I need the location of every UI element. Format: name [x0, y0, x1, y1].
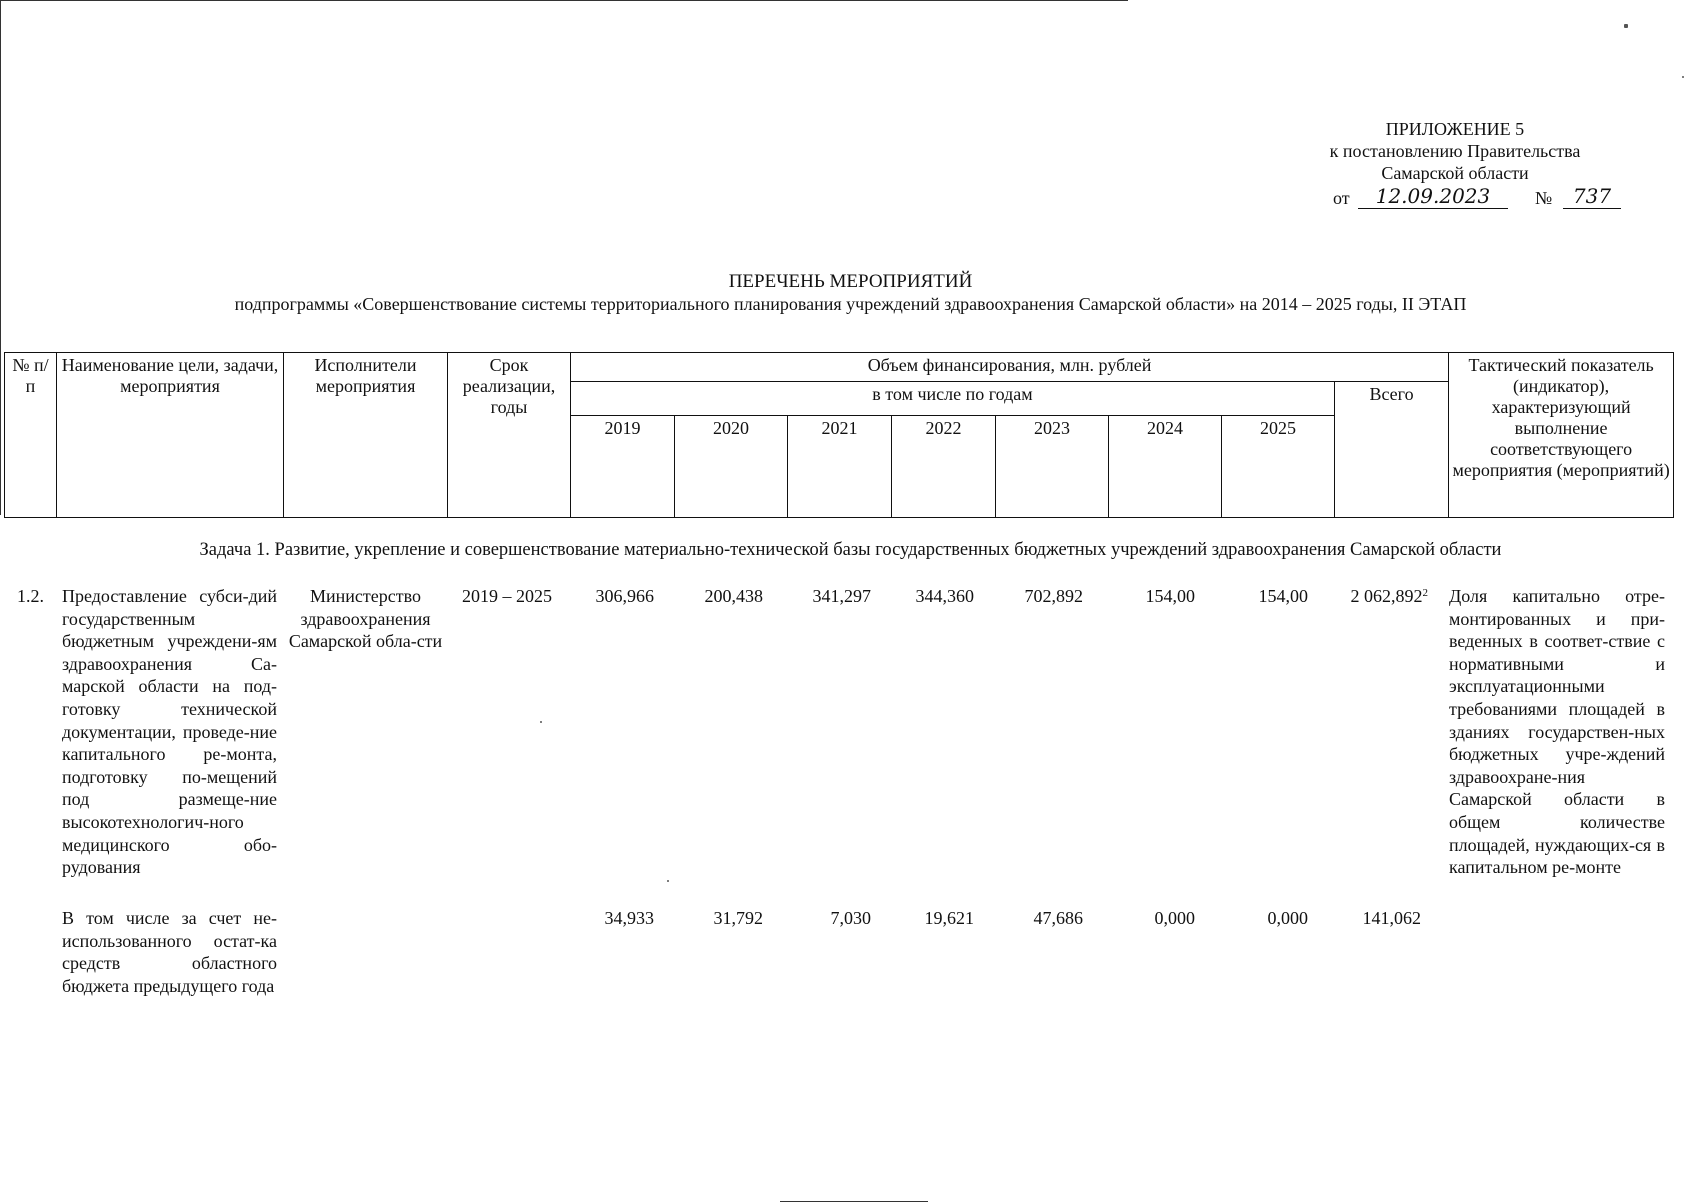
row-total-value: 2 062,892 — [1350, 586, 1423, 606]
row-term: 2019 – 2025 — [462, 586, 552, 606]
row-value-2025: 154,00 — [1258, 586, 1308, 606]
row-total-footnote: 2 — [1422, 587, 1428, 599]
subrow-name: В том числе за счет не-использованного остат-ка средств областного бюджета предыдущего года — [62, 908, 277, 996]
header-year-2020: 2020 — [675, 416, 788, 518]
row-value-2021: 341,297 — [812, 586, 871, 606]
header-year-2023: 2023 — [996, 416, 1109, 518]
subrow-value-2022: 19,621 — [924, 908, 974, 928]
header-total: Всего — [1335, 382, 1449, 518]
header-year-2022: 2022 — [892, 416, 996, 518]
header-indicator: Тактический показатель (индикатор), характеризующий выполнение соответствующего мероприятия (мероприятий) — [1449, 353, 1674, 518]
appendix-line-1: к постановлению Правительства — [1329, 141, 1581, 161]
row-value-2024: 154,00 — [1145, 586, 1195, 606]
subrow-value-2020: 31,792 — [713, 908, 763, 928]
header-executor: Исполнители мероприятия — [284, 353, 448, 518]
scan-speck — [540, 721, 542, 723]
subrow-value-2025: 0,000 — [1267, 908, 1308, 928]
row-executor: Министерство здравоохранения Самарской обла-сти — [288, 586, 443, 652]
appendix-block — [1270, 118, 1640, 184]
row-indicator: Доля капитально отре-монтированных и при-веденных в соответ-ствие с нормативными и эксплуатационными требованиями площадей в зданиях государствен-ных бюджетных учре-ждений здравоохране-ния Самарской области в общем количестве площадей, нуждающих-ся в капитальном ре-монте — [1449, 586, 1665, 878]
header-name: Наименование цели, задачи, мероприятия — [57, 353, 284, 518]
header-year-2021: 2021 — [788, 416, 892, 518]
row-number: 1.2. — [17, 586, 44, 606]
header-funding: Объем финансирования, млн. рублей — [571, 353, 1449, 382]
handwritten-number: 737 — [1563, 184, 1621, 209]
date-prefix: от — [1333, 188, 1350, 208]
subrow-total: 141,062 — [1362, 908, 1421, 928]
document-subtitle: подпрограммы «Совершенствование системы территориального планирования учреждений здравоохранения Самарской области» на 2014 – 2025 годы, II ЭТАП — [234, 294, 1467, 314]
header-table — [4, 352, 1674, 518]
scan-speck — [1682, 76, 1684, 78]
row-total — [1320, 585, 1428, 608]
subrow-value-2021: 7,030 — [830, 908, 871, 928]
subrow-value-2023: 47,686 — [1033, 908, 1083, 928]
header-num: № п/п — [5, 353, 57, 518]
appendix-title: ПРИЛОЖЕНИЕ 5 — [1385, 119, 1525, 139]
row-name: Предоставление субси-дий государственным бюджетным учреждени-ям здравоохранения Са-марской области на под-готовку технической документации, проведе-ние капитального ре-монта, подготовку по-мещений под размеще-ние высокотехнологич-ного медицинского обо-рудования — [62, 586, 277, 878]
subrow-value-2024: 0,000 — [1154, 908, 1195, 928]
subrow-value-2019: 34,933 — [604, 908, 654, 928]
scan-border-top — [0, 0, 1128, 1]
handwritten-date: 12.09.2023 — [1358, 184, 1508, 209]
header-year-2024: 2024 — [1109, 416, 1222, 518]
task-heading: Задача 1. Развитие, укрепление и совершенствование материально-технической базы государственных бюджетных учреждений здравоохранения Самарской области — [199, 540, 1502, 560]
scan-speck — [1624, 24, 1628, 28]
header-year-2019: 2019 — [571, 416, 675, 518]
row-value-2023: 702,892 — [1024, 586, 1083, 606]
document-title: ПЕРЕЧЕНЬ МЕРОПРИЯТИЙ — [728, 271, 973, 292]
header-by-years: в том числе по годам — [571, 382, 1335, 416]
header-term: Срок реализации, годы — [448, 353, 571, 518]
header-year-2025: 2025 — [1222, 416, 1335, 518]
row-value-2022: 344,360 — [915, 586, 974, 606]
decree-date-number — [1321, 184, 1621, 210]
appendix-line-2: Самарской области — [1381, 163, 1529, 183]
row-value-2019: 306,966 — [595, 586, 654, 606]
number-prefix: № — [1535, 188, 1553, 208]
row-value-2020: 200,438 — [704, 586, 763, 606]
scan-border-left — [0, 0, 1, 515]
scan-speck — [667, 880, 669, 882]
